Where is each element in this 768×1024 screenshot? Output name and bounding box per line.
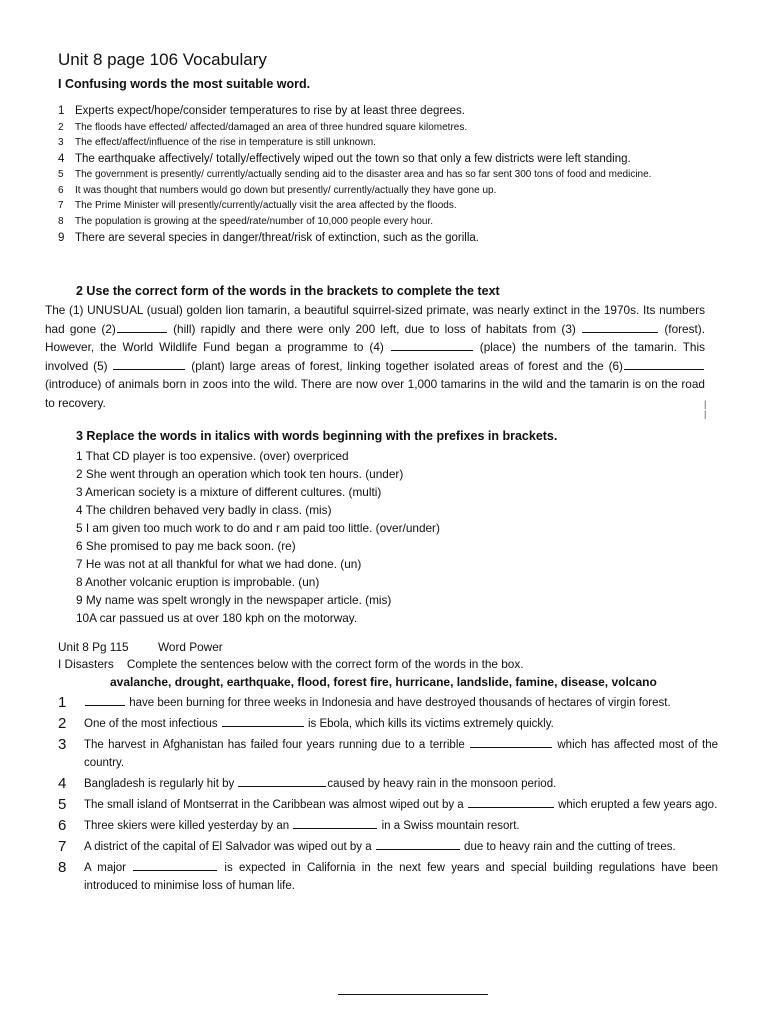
disasters-list	[58, 694, 718, 898]
disasters-label: I Disasters	[58, 657, 114, 671]
text-part-6: (introduce) of animals born in zoos into the wild. There are now over 1,000 tamarins in the wild and the tamarin is on the road to recovery.	[45, 377, 705, 410]
section1-item	[58, 167, 718, 183]
item-text	[84, 796, 718, 814]
text-after-blank: due to heavy rain and the cutting of trees.	[460, 841, 676, 853]
section3-list	[76, 447, 440, 627]
text-after-blank: have been burning for three weeks in Indonesia and have destroyed thousands of hectares of virgin forest.	[126, 697, 671, 709]
prefix-item: 2 She went through an operation which took ten hours. (under)	[76, 467, 404, 481]
item-number: 2	[58, 121, 64, 133]
unit-page-label: Unit 8 Pg 115	[58, 640, 129, 654]
text-after-blank: which has affected most of the country.	[84, 739, 718, 769]
answer-blank[interactable]	[222, 725, 304, 727]
section1-list	[58, 103, 718, 246]
prefix-item: 7 He was not at all thankful for what we had done. (un)	[76, 557, 362, 571]
answer-blank[interactable]	[133, 869, 217, 871]
text-before-blank: A district of the capital of El Salvador was wiped out by a	[84, 841, 375, 853]
word-power-label: Word Power	[158, 640, 223, 654]
item-text: The earthquake affectively/ totally/effectively wiped out the town so that only a few districts were left standing.	[75, 152, 631, 165]
item-number: 1	[58, 105, 65, 117]
disasters-instruction: Complete the sentences below with the correct form of the words in the box.	[126, 657, 524, 671]
item-text: Experts expect/hope/consider temperatures to rise by at least three degrees.	[75, 105, 465, 117]
blank-5[interactable]	[113, 368, 185, 370]
section1-item	[58, 103, 718, 120]
item-number: 3	[58, 137, 64, 149]
text-before-blank: Bangladesh is regularly hit by	[84, 778, 238, 790]
item-number: 1	[58, 694, 67, 711]
prefix-item: 4 The children behaved very badly in class. (mis)	[76, 503, 332, 517]
item-number: 2	[58, 715, 67, 732]
item-number: 4	[58, 152, 65, 165]
answer-blank[interactable]	[376, 848, 460, 850]
disaster-item	[58, 838, 718, 856]
text-before-blank: The harvest in Afghanistan has failed four years running due to a terrible	[84, 739, 470, 751]
item-number: 8	[58, 215, 64, 227]
section1-item	[58, 198, 718, 214]
answer-blank[interactable]	[238, 785, 326, 787]
disaster-item	[58, 715, 718, 733]
disaster-item	[58, 736, 718, 772]
blank-4[interactable]	[391, 349, 473, 351]
answer-blank[interactable]	[468, 806, 554, 808]
item-number: 8	[58, 859, 67, 876]
section1-item	[58, 183, 718, 199]
item-text	[84, 838, 718, 856]
section2-paragraph	[45, 301, 705, 412]
page-title: Unit 8 page 106 Vocabulary	[58, 50, 267, 69]
item-number: 3	[58, 736, 67, 753]
item-number: 6	[58, 817, 67, 834]
word-box: avalanche, drought, earthquake, flood, forest fire, hurricane, landslide, famine, disease, volcano	[110, 675, 657, 689]
disaster-item	[58, 796, 718, 814]
item-text	[84, 775, 718, 793]
prefix-item: 3 American society is a mixture of different cultures. (multi)	[76, 485, 382, 499]
text-before-blank: Three skiers were killed yesterday by an	[84, 820, 293, 832]
text-before-blank: The small island of Montserrat in the Caribbean was almost wiped out by a	[84, 799, 467, 811]
item-number: 6	[58, 184, 64, 196]
blank-6[interactable]	[624, 368, 704, 370]
section1-item	[58, 230, 718, 247]
item-number: 4	[58, 775, 67, 792]
blank-3[interactable]	[582, 331, 658, 333]
prefix-item: 9 My name was spelt wrongly in the newspaper article. (mis)	[76, 593, 392, 607]
prefix-item: 1 That CD player is too expensive. (over) overpriced	[76, 449, 349, 463]
margin-marks: | |	[704, 399, 707, 419]
disasters-line	[58, 657, 524, 671]
blank-2[interactable]	[117, 331, 167, 333]
section3-heading: 3 Replace the words in italics with words beginning with the prefixes in brackets.	[76, 429, 558, 443]
text-part-5: (plant) large areas of forest, linking together isolated areas of forest and the (6)	[186, 358, 623, 373]
text-after-blank: is expected in California in the next few years and special building regulations have been introduced to minimise loss of human life.	[84, 862, 718, 892]
item-number: 7	[58, 200, 64, 212]
item-text: The effect/affect/influence of the rise in temperature is still unknown.	[75, 137, 376, 149]
answer-blank[interactable]	[85, 704, 125, 706]
section1-item	[58, 120, 718, 136]
footer-rule	[338, 994, 488, 995]
section1-item	[58, 151, 718, 168]
text-part-3: (forest). However, the World Wildlife Fund began a programme to (4)	[45, 321, 706, 354]
disaster-item	[58, 694, 718, 712]
prefix-item: 10A car passued us at over 180 kph on the motorway.	[76, 611, 358, 625]
word-power-header	[58, 640, 223, 654]
section1-heading: I Confusing words the most suitable word.	[58, 77, 311, 91]
disaster-item	[58, 859, 718, 895]
disaster-item	[58, 775, 718, 793]
section1-item	[58, 135, 718, 151]
item-text	[84, 859, 718, 895]
text-after-blank: in a Swiss mountain resort.	[378, 820, 520, 832]
item-text	[84, 817, 718, 835]
item-text: The floods have effected/ affected/damaged an area of three hundred square kilometres.	[75, 121, 468, 133]
answer-blank[interactable]	[470, 746, 552, 748]
section2-heading: 2 Use the correct form of the words in the brackets to complete the text	[76, 284, 500, 298]
item-text: It was thought that numbers would go down but presently/ currently/actually they have gone up.	[75, 184, 497, 196]
disaster-item	[58, 817, 718, 835]
answer-blank[interactable]	[293, 827, 377, 829]
text-before-blank: A major	[84, 862, 133, 874]
prefix-item: 8 Another volcanic eruption is improbable. (un)	[76, 575, 320, 589]
text-after-blank: is Ebola, which kills its victims extremely quickly.	[304, 718, 554, 730]
item-number: 9	[58, 231, 65, 244]
text-after-blank: caused by heavy rain in the monsoon period.	[327, 778, 557, 790]
text-part-2: (hill) rapidly and there were only 200 left, due to loss of habitats from (3)	[167, 321, 582, 336]
item-text: The government is presently/ currently/actually sending aid to the disaster area and has so far sent 300 tons of food and medicine.	[75, 169, 652, 181]
item-text: The population is growing at the speed/rate/number of 10,000 people every hour.	[75, 215, 434, 227]
prefix-item: 5 I am given too much work to do and r am paid too little. (over/under)	[76, 521, 440, 535]
item-text	[84, 694, 718, 712]
prefix-item: 6 She promised to pay me back soon. (re)	[76, 539, 296, 553]
item-number: 5	[58, 796, 67, 813]
text-part-4: (place) the numbers of the tamarin. This involved (5)	[45, 340, 705, 373]
text-after-blank: which erupted a few years ago.	[554, 799, 718, 811]
item-number: 5	[58, 169, 64, 181]
item-text: There are several species in danger/threat/risk of extinction, such as the gorilla.	[75, 231, 479, 244]
item-number: 7	[58, 838, 67, 855]
item-text: The Prime Minister will presently/currently/actually visit the area affected by the floods.	[75, 200, 457, 212]
section1-item	[58, 214, 718, 230]
item-text	[84, 715, 718, 733]
item-text	[84, 736, 718, 772]
text-part-1: The (1) UNUSUAL (usual) golden lion tamarin, a beautiful squirrel-sized primate, was nearly extinct in the 1970s. Its numbers had gone (2)	[45, 303, 705, 336]
text-before-blank: One of the most infectious	[84, 718, 221, 730]
